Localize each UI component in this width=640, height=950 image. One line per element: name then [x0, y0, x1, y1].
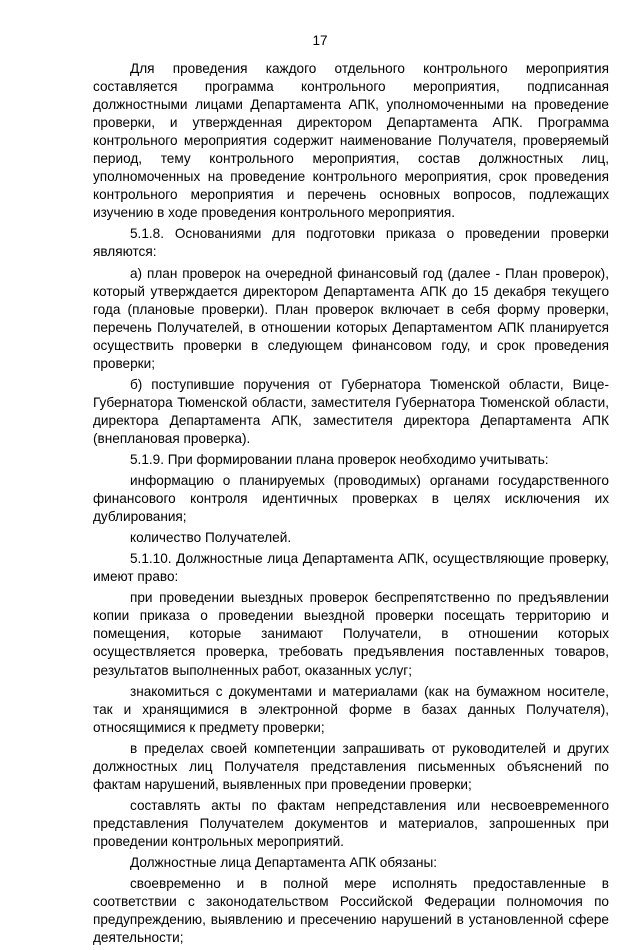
paragraph: 5.1.9. При формировании плана проверок необходимо учитывать:: [130, 451, 549, 467]
paragraph: количество Получателей.: [130, 530, 292, 546]
paragraph: в пределах своей компетенции запрашивать от руководителей и других должностных лиц Получателя представления письменных объяснений по фактам нарушений, выявленных при проведении проверки;: [93, 740, 609, 792]
document-body: [93, 60, 609, 950]
paragraph: Должностные лица Департамента АПК обязаны:: [130, 854, 438, 870]
paragraph: 5.1.8. Основаниями для подготовки приказа о проведении проверки являются:: [93, 226, 609, 260]
paragraph: своевременно и в полной мере исполнять предоставленные в соответствии с законодательством Российской Федерации полномочия по предупреждению, выявлению и пресечению нарушений в установленной сфере деятельности;: [93, 876, 609, 946]
paragraph: знакомиться с документами и материалами (как на бумажном носителе, так и хранящимися в электронной форме в базах данных Получателя), относящимися к предмету проверки;: [93, 683, 609, 735]
paragraph: при проведении выездных проверок беспрепятственно по предъявлении копии приказа о проведении выездной проверки посещать территорию и помещения, которые занимают Получатели, в отношении которых осуществляется проверка, требовать предъявления поставленных товаров, результатов выполненных работ, оказанных услуг;: [93, 590, 609, 678]
paragraph: 5.1.10. Должностные лица Департамента АПК, осуществляющие проверку, имеют право:: [93, 551, 609, 585]
paragraph: а) план проверок на очередной финансовый год (далее - План проверок), который утверждается директором Департамента АПК до 15 декабря текущего года (плановые проверки). План проверок включает в себя форму проверки, перечень Получателей, в отношении которых Департаментом АПК планируется осуществить проверки в следующем финансовом году, и срок проведения проверки;: [93, 265, 609, 371]
paragraph: составлять акты по фактам непредставления или несвоевременного представления Получателем документов и материалов, запрошенных при проведении контрольных мероприятий.: [93, 797, 609, 849]
paragraph: б) поступившие поручения от Губернатора Тюменской области, Вице-Губернатора Тюменской области, заместителя Губернатора Тюменской области, директора Департамента АПК, заместителя директора Департамента АПК (внеплановая проверка).: [93, 376, 609, 446]
paragraph: информацию о планируемых (проводимых) органами государственного финансового контроля идентичных проверках в целях исключения их дублирования;: [93, 473, 609, 525]
paragraph: Для проведения каждого отдельного контрольного мероприятия составляется программа контрольного мероприятия, подписанная должностными лицами Департамента АПК, уполномоченными на проведение проверки, и утвержденная директором Департамента АПК. Программа контрольного мероприятия содержит наименование Получателя, проверяемый период, тему контрольного мероприятия, состав должностных лиц, уполномоченных на проведение контрольного мероприятия, срок проведения контрольного мероприятия и перечень основных вопросов, подлежащих изучению в ходе проведения контрольного мероприятия.: [93, 61, 609, 221]
page-number: 17: [312, 33, 328, 48]
